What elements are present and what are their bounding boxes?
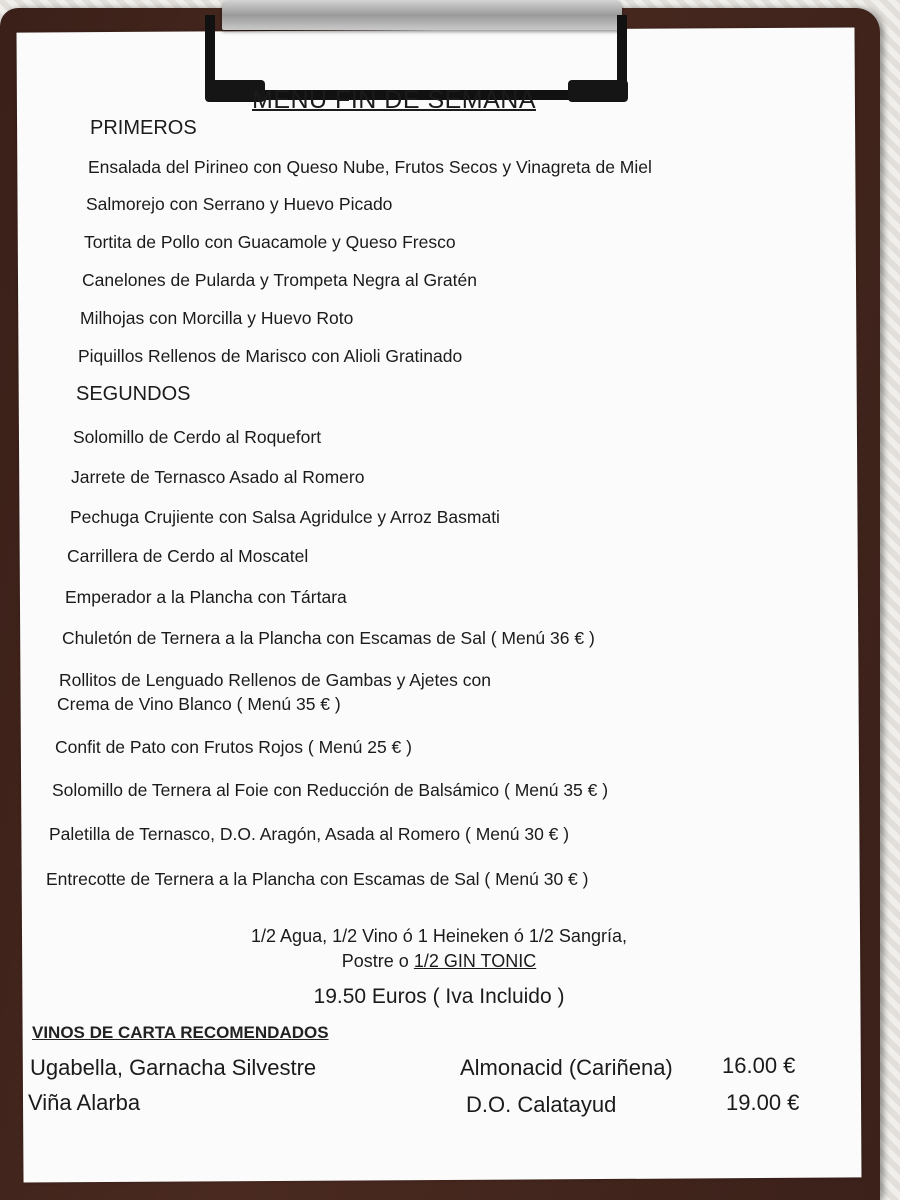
- list-item: Jarrete de Ternasco Asado al Romero: [71, 467, 365, 487]
- menu-price: 19.50 Euros ( Iva Incluido ): [313, 985, 565, 1008]
- postre-line: [20, 951, 858, 972]
- postre-prefix: Postre o: [341, 951, 414, 971]
- wine-price: 19.00 €: [726, 1090, 800, 1115]
- list-item: Rollitos de Lenguado Rellenos de Gambas y Ajetes con: [59, 670, 491, 690]
- clip-arm-right: [568, 80, 628, 102]
- list-item: Piquillos Rellenos de Marisco con Alioli Gratinado: [78, 346, 463, 366]
- list-item: Solomillo de Ternera al Foie con Reducción de Balsámico ( Menú 35 € ): [52, 780, 609, 800]
- drinks-line: 1/2 Agua, 1/2 Vino ó 1 Heineken ó 1/2 Sangría,: [251, 926, 627, 946]
- list-item: Canelones de Pularda y Trompeta Negra al Gratén: [82, 270, 477, 290]
- list-item: Confit de Pato con Frutos Rojos ( Menú 25 € ): [55, 737, 412, 757]
- list-item: Emperador a la Plancha con Tártara: [65, 587, 347, 607]
- list-item: Ensalada del Pirineo con Queso Nube, Frutos Secos y Vinagreta de Miel: [88, 157, 652, 177]
- list-item: Chuletón de Ternera a la Plancha con Escamas de Sal ( Menú 36 € ): [62, 628, 595, 648]
- list-item: Paletilla de Ternasco, D.O. Aragón, Asada al Romero ( Menú 30 € ): [49, 824, 570, 844]
- wines-heading: VINOS DE CARTA RECOMENDADOS: [32, 1023, 329, 1042]
- wine-name: Ugabella, Garnacha Silvestre: [30, 1055, 317, 1080]
- list-item: Carrillera de Cerdo al Moscatel: [67, 546, 309, 566]
- section-primeros: PRIMEROS: [90, 117, 197, 139]
- list-item: Milhojas con Morcilla y Huevo Roto: [80, 308, 354, 328]
- list-item: Tortita de Pollo con Guacamole y Queso Fresco: [84, 232, 456, 252]
- wine-origin: Almonacid (Cariñena): [460, 1055, 673, 1080]
- list-item: Crema de Vino Blanco ( Menú 35 € ): [57, 694, 341, 714]
- list-item: Pechuga Crujiente con Salsa Agridulce y Arroz Basmati: [70, 507, 500, 527]
- list-item: Solomillo de Cerdo al Roquefort: [73, 427, 322, 447]
- list-item: Entrecotte de Ternera a la Plancha con Escamas de Sal ( Menú 30 € ): [46, 869, 589, 889]
- list-item: Salmorejo con Serrano y Huevo Picado: [86, 194, 393, 214]
- wine-origin: D.O. Calatayud: [466, 1092, 617, 1117]
- wine-price: 16.00 €: [722, 1053, 796, 1078]
- wine-name: Viña Alarba: [28, 1090, 141, 1115]
- menu-title: MENU FIN DE SEMANA: [252, 86, 537, 114]
- section-segundos: SEGUNDOS: [76, 383, 191, 405]
- gin-tonic-option: 1/2 GIN TONIC: [413, 951, 537, 971]
